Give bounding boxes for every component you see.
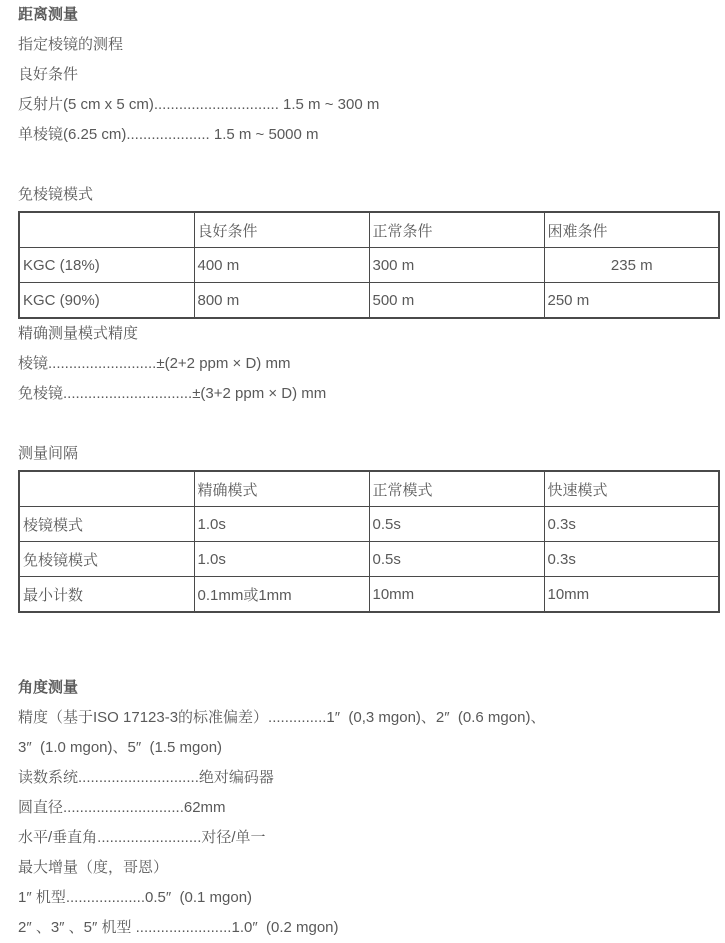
spec-line-accuracy-prism: 棱镜..........................±(2+2 ppm × D) mm bbox=[18, 355, 291, 372]
reflectorless-table-wrap bbox=[18, 211, 718, 319]
table-row bbox=[19, 283, 719, 319]
table-cell: KGC (90%) bbox=[19, 283, 194, 319]
spec-line-horizontal-vertical-angle: 水平/垂直角.........................对径/单一 bbox=[18, 829, 266, 846]
table-cell: 棱镜模式 bbox=[19, 507, 194, 542]
table-cell: 10mm bbox=[369, 577, 544, 613]
spec-line-prism-range: 指定棱镜的测程 bbox=[18, 36, 124, 53]
table-cell: 500 m bbox=[369, 283, 544, 319]
table-cell: 0.3s bbox=[544, 542, 719, 577]
table-header-cell bbox=[19, 471, 194, 507]
table-header-cell: 正常条件 bbox=[369, 212, 544, 248]
interval-table-wrap bbox=[18, 470, 718, 613]
table-cell: 300 m bbox=[369, 248, 544, 283]
table-cell: 800 m bbox=[194, 283, 369, 319]
section-heading-accuracy: 精确测量模式精度 bbox=[18, 325, 139, 342]
spacer bbox=[18, 613, 718, 673]
spec-line-model-others: 2″ 、3″ 、5″ 机型 .......................1.0″ (0.2 mgon) bbox=[18, 919, 339, 936]
spacer bbox=[18, 409, 718, 439]
table-row bbox=[19, 577, 719, 613]
table-cell: 免棱镜模式 bbox=[19, 542, 194, 577]
table-header-cell: 良好条件 bbox=[194, 212, 369, 248]
spec-line-accuracy-reflectorless: 免棱镜...............................±(3+2 ppm × D) mm bbox=[18, 385, 327, 402]
table-cell: 0.5s bbox=[369, 507, 544, 542]
table-header-cell: 正常模式 bbox=[369, 471, 544, 507]
table-cell: KGC (18%) bbox=[19, 248, 194, 283]
table-cell: 250 m bbox=[544, 283, 719, 319]
table-cell: 1.0s bbox=[194, 542, 369, 577]
section-heading-angle: 角度测量 bbox=[18, 679, 79, 696]
table-cell: 10mm bbox=[544, 577, 719, 613]
table-row bbox=[19, 542, 719, 577]
spacer bbox=[18, 150, 718, 180]
table-header-row bbox=[19, 212, 719, 248]
section-heading-interval: 测量间隔 bbox=[18, 445, 79, 462]
table-cell: 400 m bbox=[194, 248, 369, 283]
spec-line-model-1sec: 1″ 机型...................0.5″ (0.1 mgon) bbox=[18, 889, 253, 906]
spec-line-good-conditions: 良好条件 bbox=[18, 66, 79, 83]
section-heading-distance: 距离测量 bbox=[18, 6, 79, 23]
spec-line-circle-diameter: 圆直径.............................62mm bbox=[18, 799, 226, 816]
table-header-cell bbox=[19, 212, 194, 248]
table-cell: 0.3s bbox=[544, 507, 719, 542]
interval-table bbox=[18, 470, 720, 613]
spec-line-single-prism: 单棱镜(6.25 cm).................... 1.5 m ~ 5000 m bbox=[18, 126, 319, 143]
spec-line-max-increment: 最大增量（度，哥恩） bbox=[18, 859, 169, 876]
reflectorless-table bbox=[18, 211, 720, 319]
table-header-cell: 困难条件 bbox=[544, 212, 719, 248]
spec-line-angle-accuracy-1: 精度（基于ISO 17123-3的标准偏差）..............1″ (0,3 mgon)、2″ (0.6 mgon)、 bbox=[18, 709, 546, 726]
table-cell: 1.0s bbox=[194, 507, 369, 542]
table-header-row bbox=[19, 471, 719, 507]
table-header-cell: 精确模式 bbox=[194, 471, 369, 507]
spec-line-reading-system: 读数系统.............................绝对编码器 bbox=[18, 769, 274, 786]
table-cell: 235 m bbox=[544, 248, 719, 283]
section-heading-reflectorless: 免棱镜模式 bbox=[18, 186, 94, 203]
table-row bbox=[19, 507, 719, 542]
spec-line-reflector-sheet: 反射片(5 cm x 5 cm).............................. 1.5 m ~ 300 m bbox=[18, 96, 380, 113]
table-header-cell: 快速模式 bbox=[544, 471, 719, 507]
table-row bbox=[19, 248, 719, 283]
table-cell: 0.1mm或1mm bbox=[194, 577, 369, 613]
spec-line-angle-accuracy-2: 3″ (1.0 mgon)、5″ (1.5 mgon) bbox=[18, 739, 223, 756]
table-cell: 0.5s bbox=[369, 542, 544, 577]
table-cell: 最小计数 bbox=[19, 577, 194, 613]
